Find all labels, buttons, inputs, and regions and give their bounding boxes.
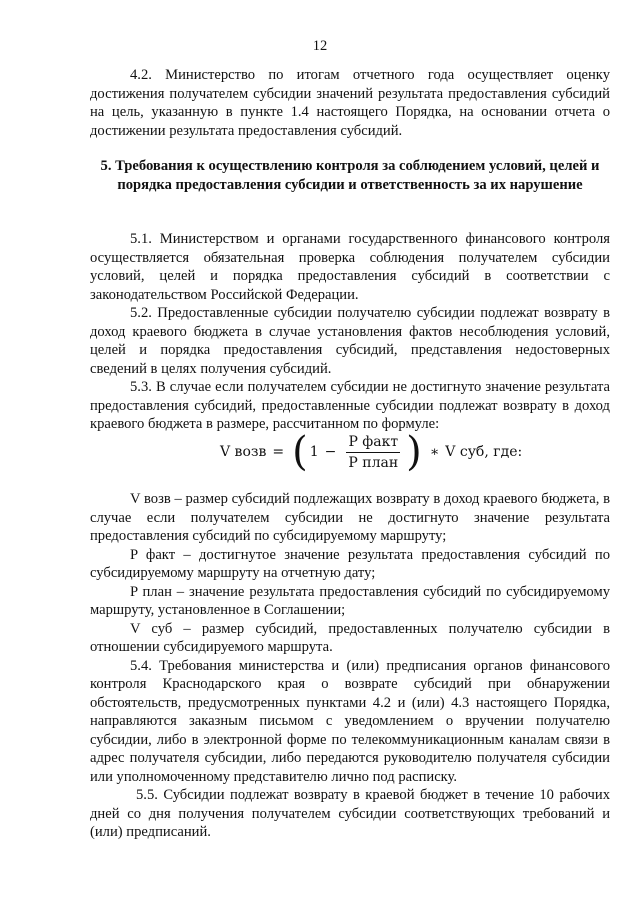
- formula-fraction: [346, 434, 400, 471]
- formula-open-paren: (: [292, 429, 308, 475]
- paragraph-text: 4.2. Министерство по итогам отчетного года осуществляет оценку достижения получателем субсидии значений результата предоставления субсидий на цель, указанную в пункте 1.4 настоящего Порядка, на основании отчета о достижении результата предоставления субсидий.: [90, 67, 610, 139]
- definition-p-fact: P факт – достигнутое значение результата предоставления субсидий по субсидируемому маршруту на отчетную дату;: [90, 546, 610, 581]
- section-5-paragraphs: [90, 230, 610, 434]
- formula-numerator: P факт: [346, 434, 400, 453]
- page-number: 12: [312, 38, 328, 54]
- formula-equals: =: [272, 444, 285, 460]
- paragraph-5-1: 5.1. Министерством и органами государственного финансового контроля осуществляется обязательная проверка соблюдения получателем субсидии условий, целей и порядка предоставления субсидий в соответствии с законодательством Российской Федерации.: [90, 231, 610, 303]
- definitions-and-5-4-5-5: [90, 490, 610, 842]
- definition-v-subsidy: V суб – размер субсидий, предоставленных получателю субсидии в отношении субсидируемого маршрута.: [90, 620, 610, 655]
- formula-one: 1: [309, 444, 319, 460]
- definition-p-plan: P план – значение результата предоставления субсидий по субсидируемому маршруту, установленное в Соглашении;: [90, 583, 610, 618]
- paragraph-5-5: 5.5. Субсидии подлежат возврату в краевой бюджет в течение 10 рабочих дней со дня получения получателем субсидии соответствующих требований и (или) предписаний.: [90, 787, 610, 840]
- return-formula: [90, 424, 610, 480]
- formula-minus: −: [324, 444, 337, 460]
- formula-times: ∗: [429, 444, 440, 460]
- formula-close-paren: ): [406, 429, 422, 475]
- section-5-heading: 5. Требования к осуществлению контроля за соблюдением условий, целей и порядка предоставления субсидии и ответственность за их нарушение: [100, 158, 600, 193]
- paragraph-5-4: 5.4. Требования министерства и (или) предписания органов финансового контроля Краснодарского края о возврате субсидий при обнаружении обстоятельств, предусмотренных пунктами 4.2 и (или) 4.3 настоящего Порядка, направляются заказным письмом с уведомлением о вручении получателю субсидии, либо в электронной форме по телекоммуникационным каналам связи в адрес получателя субсидии, либо передаются руководителю получателя субсидии или уполномоченному представителю лично под расписку.: [90, 657, 610, 785]
- paragraph-4-2: [90, 66, 610, 140]
- definition-v-return: V возв – размер субсидий подлежащих возврату в доход краевого бюджета, в случае если получателем субсидии не достигнуто значение результата предоставления субсидий по субсидируемому маршруту;: [90, 491, 610, 544]
- paragraph-5-2: 5.2. Предоставленные субсидии получателю субсидии подлежат возврату в доход краевого бюджета в случае установления фактов несоблюдения условий, целей и порядка предоставления субсидий, представления недостоверных сведений в целях получения субсидий.: [90, 305, 610, 377]
- formula-denominator: P план: [348, 454, 399, 471]
- formula-rhs: V суб, где:: [445, 444, 523, 460]
- paragraph-5-3: 5.3. В случае если получателем субсидии не достигнуто значение результата предоставления субсидий, предоставленные субсидии подлежат возврату в доход краевого бюджета в размере, рассчитанном по формуле:: [90, 379, 610, 432]
- formula-lhs: V возв: [220, 444, 267, 460]
